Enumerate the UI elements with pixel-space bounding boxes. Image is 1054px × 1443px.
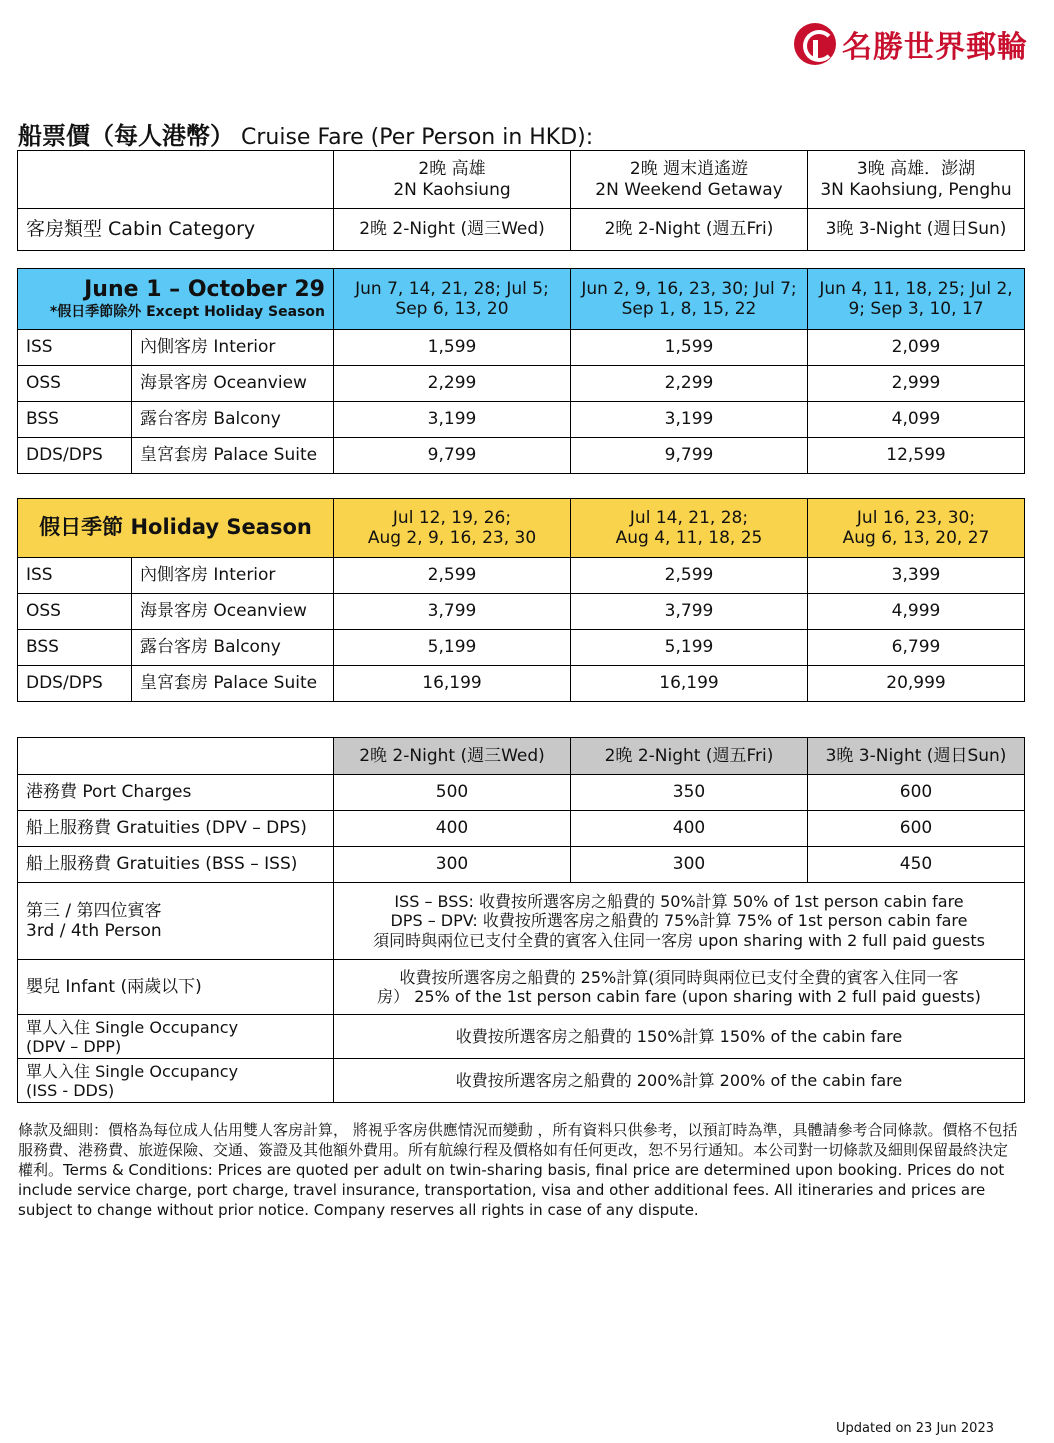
holiday-season-table bbox=[17, 498, 1025, 702]
cabin-code: DDS/DPS bbox=[18, 666, 132, 702]
holiday-dates-fri bbox=[571, 499, 808, 558]
table-row bbox=[18, 1059, 1025, 1103]
cabin-code: DDS/DPS bbox=[18, 438, 132, 474]
single-occupancy-dpv-label bbox=[18, 1015, 334, 1059]
cabin-code: BSS bbox=[18, 402, 132, 438]
charge-value: 400 bbox=[571, 811, 808, 847]
infant-line: 房） 25% of the 1st person cabin fare (upon sharing with 2 full paid guests) bbox=[377, 987, 981, 1006]
charge-value: 400 bbox=[334, 811, 571, 847]
charge-value: 350 bbox=[571, 775, 808, 811]
table-row bbox=[18, 558, 1025, 594]
price-cell: 3,399 bbox=[808, 558, 1025, 594]
price-cell: 5,199 bbox=[334, 630, 571, 666]
charge-label: 船上服務費 Gratuities (DPV – DPS) bbox=[18, 811, 334, 847]
third-fourth-label-zh: 第三 / 第四位賓客 bbox=[26, 900, 162, 921]
page-title-zh: 船票價（每人港幣） bbox=[18, 122, 234, 150]
cabin-name: 露台客房 Balcony bbox=[132, 630, 334, 666]
cabin-code: OSS bbox=[18, 366, 132, 402]
price-cell: 3,799 bbox=[571, 594, 808, 630]
price-cell: 20,999 bbox=[808, 666, 1025, 702]
price-cell: 2,299 bbox=[571, 366, 808, 402]
table-row bbox=[18, 366, 1025, 402]
charge-label: 港務費 Port Charges bbox=[18, 775, 334, 811]
third-fourth-label-en: 3rd / 4th Person bbox=[26, 921, 162, 941]
itinerary-title-en: 2N Kaohsiung bbox=[393, 179, 511, 200]
charge-value: 600 bbox=[808, 775, 1025, 811]
regular-dates-sun: Jun 4, 11, 18, 25; Jul 2, 9; Sep 3, 10, 17 bbox=[808, 269, 1025, 330]
third-fourth-person-text bbox=[334, 883, 1025, 960]
holiday-dates-line: Aug 6, 13, 20, 27 bbox=[842, 528, 990, 548]
table-row bbox=[18, 960, 1025, 1015]
itinerary-title-en: 2N Weekend Getaway bbox=[595, 179, 783, 200]
itinerary-header-table bbox=[17, 150, 1025, 251]
brand-name: 名勝世界郵輪 bbox=[842, 30, 1028, 65]
nights-wed: 2晚 2-Night (週三Wed) bbox=[334, 209, 571, 251]
cabin-name: 皇宮套房 Palace Suite bbox=[132, 666, 334, 702]
cabin-code: BSS bbox=[18, 630, 132, 666]
page-title-en: Cruise Fare (Per Person in HKD): bbox=[241, 125, 594, 150]
charges-header-wed: 2晚 2-Night (週三Wed) bbox=[334, 738, 571, 775]
price-cell: 2,599 bbox=[571, 558, 808, 594]
nights-fri: 2晚 2-Night (週五Fri) bbox=[571, 209, 808, 251]
holiday-dates-sun bbox=[808, 499, 1025, 558]
itinerary-title-zh: 2晚 週末逍遙遊 bbox=[629, 159, 749, 180]
price-cell: 1,599 bbox=[334, 330, 571, 366]
third-fourth-person-label bbox=[18, 883, 334, 960]
charges-header-sun: 3晚 3-Night (週日Sun) bbox=[808, 738, 1025, 775]
page-title bbox=[18, 116, 593, 151]
holiday-dates-line: Aug 4, 11, 18, 25 bbox=[615, 528, 763, 548]
infant-text bbox=[334, 960, 1025, 1015]
cabin-name: 露台客房 Balcony bbox=[132, 402, 334, 438]
terms-and-conditions: 條款及細則：價格為每位成人佔用雙人客房計算， 將視乎客房供應情況而變動 ，所有資料只供參考，以預訂時為準，具體請參考合同條款。價格不包括服務費、港務費、旅遊保險、交通、簽證及其他額外費用。所有航線行程及價格如有任何更改，恕不另行通知。本公司對一切條款及細則保留最終決定權利。Terms & Conditions: Prices are quoted per adult on twin-sharing basis, final price are determined upon booking. Prices do not include service charge, port charge, travel insurance, transportation, visa and other additional fees. All itineraries and prices are subject to change without prior notice. Company reserves all rights in case of any dispute. bbox=[18, 1121, 1018, 1219]
price-cell: 3,799 bbox=[334, 594, 571, 630]
price-cell: 3,199 bbox=[334, 402, 571, 438]
header-blank-cell bbox=[18, 151, 334, 209]
single-occupancy-range: (DPV – DPP) bbox=[26, 1036, 122, 1056]
table-row bbox=[18, 330, 1025, 366]
itinerary-sun-title bbox=[808, 151, 1025, 209]
cabin-code: ISS bbox=[18, 330, 132, 366]
charges-blank-cell bbox=[18, 738, 334, 775]
resorts-world-cruises-logo-icon bbox=[794, 23, 836, 65]
price-cell: 2,099 bbox=[808, 330, 1025, 366]
holiday-dates-line: Jul 12, 19, 26; bbox=[392, 507, 512, 528]
price-cell: 9,799 bbox=[571, 438, 808, 474]
regular-season-table bbox=[17, 268, 1025, 474]
price-cell: 2,299 bbox=[334, 366, 571, 402]
cabin-name: 海景客房 Oceanview bbox=[132, 594, 334, 630]
regular-season-label-cell bbox=[18, 269, 334, 330]
single-occupancy-label: 單人入住 Single Occupancy bbox=[26, 1017, 239, 1037]
table-row bbox=[18, 594, 1025, 630]
charge-label: 船上服務費 Gratuities (BSS – ISS) bbox=[18, 847, 334, 883]
third-fourth-line: 須同時與兩位已支付全費的賓客入住同一客房 upon sharing with 2 full paid guests bbox=[373, 930, 985, 950]
price-cell: 4,999 bbox=[808, 594, 1025, 630]
cabin-name: 內側客房 Interior bbox=[132, 330, 334, 366]
table-row bbox=[18, 811, 1025, 847]
price-cell: 4,099 bbox=[808, 402, 1025, 438]
cabin-name: 內側客房 Interior bbox=[132, 558, 334, 594]
updated-date: Updated on 23 Jun 2023 bbox=[836, 1421, 994, 1436]
single-occupancy-iss-label bbox=[18, 1059, 334, 1103]
brand-logo bbox=[794, 22, 1028, 66]
cabin-name: 海景客房 Oceanview bbox=[132, 366, 334, 402]
regular-dates-fri: Jun 2, 9, 16, 23, 30; Jul 7; Sep 1, 8, 15, 22 bbox=[571, 269, 808, 330]
regular-season-label: June 1 – October 29 bbox=[84, 277, 325, 303]
charges-header-fri: 2晚 2-Night (週五Fri) bbox=[571, 738, 808, 775]
cabin-code: ISS bbox=[18, 558, 132, 594]
regular-season-note: *假日季節除外 Except Holiday Season bbox=[49, 303, 325, 320]
charge-value: 300 bbox=[571, 847, 808, 883]
charge-value: 500 bbox=[334, 775, 571, 811]
itinerary-title-zh: 3晚 高雄．澎湖 bbox=[856, 159, 976, 180]
charge-value: 450 bbox=[808, 847, 1025, 883]
third-fourth-line: DPS – DPV: 收費按所選客房之船費的 75%計算 75% of 1st person cabin fare bbox=[390, 911, 968, 931]
charges-table bbox=[17, 737, 1025, 1103]
price-cell: 16,199 bbox=[571, 666, 808, 702]
price-cell: 3,199 bbox=[571, 402, 808, 438]
holiday-dates-wed bbox=[334, 499, 571, 558]
price-cell: 12,599 bbox=[808, 438, 1025, 474]
cabin-code: OSS bbox=[18, 594, 132, 630]
price-cell: 16,199 bbox=[334, 666, 571, 702]
cabin-name: 皇宮套房 Palace Suite bbox=[132, 438, 334, 474]
single-occupancy-label: 單人入住 Single Occupancy bbox=[26, 1061, 239, 1081]
charge-value: 300 bbox=[334, 847, 571, 883]
table-row bbox=[18, 402, 1025, 438]
table-row bbox=[18, 847, 1025, 883]
holiday-dates-line: Jul 16, 23, 30; bbox=[856, 507, 976, 528]
infant-line: 收費按所選客房之船費的 25%計算(須同時與兩位已支付全費的賓客入住同一客 bbox=[399, 967, 959, 987]
itinerary-wed-title bbox=[334, 151, 571, 209]
price-cell: 2,599 bbox=[334, 558, 571, 594]
charge-value: 600 bbox=[808, 811, 1025, 847]
itinerary-title-zh: 2晚 高雄 bbox=[418, 159, 486, 180]
itinerary-fri-title bbox=[571, 151, 808, 209]
holiday-dates-line: Aug 2, 9, 16, 23, 30 bbox=[367, 528, 537, 548]
table-row bbox=[18, 438, 1025, 474]
price-cell: 6,799 bbox=[808, 630, 1025, 666]
table-row bbox=[18, 775, 1025, 811]
table-row bbox=[18, 1015, 1025, 1059]
holiday-dates-line: Jul 14, 21, 28; bbox=[629, 507, 749, 528]
holiday-season-label: 假日季節 Holiday Season bbox=[18, 499, 334, 558]
single-occupancy-dpv-text: 收費按所選客房之船費的 150%計算 150% of the cabin fare bbox=[334, 1015, 1025, 1059]
price-cell: 1,599 bbox=[571, 330, 808, 366]
table-row bbox=[18, 883, 1025, 960]
price-cell: 2,999 bbox=[808, 366, 1025, 402]
price-cell: 5,199 bbox=[571, 630, 808, 666]
table-row bbox=[18, 630, 1025, 666]
cabin-category-label: 客房類型 Cabin Category bbox=[18, 209, 334, 251]
price-cell: 9,799 bbox=[334, 438, 571, 474]
single-occupancy-iss-text: 收費按所選客房之船費的 200%計算 200% of the cabin fare bbox=[334, 1059, 1025, 1103]
nights-sun: 3晚 3-Night (週日Sun) bbox=[808, 209, 1025, 251]
itinerary-title-en: 3N Kaohsiung, Penghu bbox=[820, 179, 1012, 200]
infant-label: 嬰兒 Infant (兩歲以下) bbox=[18, 960, 334, 1015]
regular-dates-wed: Jun 7, 14, 21, 28; Jul 5; Sep 6, 13, 20 bbox=[334, 269, 571, 330]
table-row bbox=[18, 666, 1025, 702]
third-fourth-line: ISS – BSS: 收費按所選客房之船費的 50%計算 50% of 1st person cabin fare bbox=[394, 892, 964, 912]
single-occupancy-range: (ISS - DDS) bbox=[26, 1080, 115, 1100]
